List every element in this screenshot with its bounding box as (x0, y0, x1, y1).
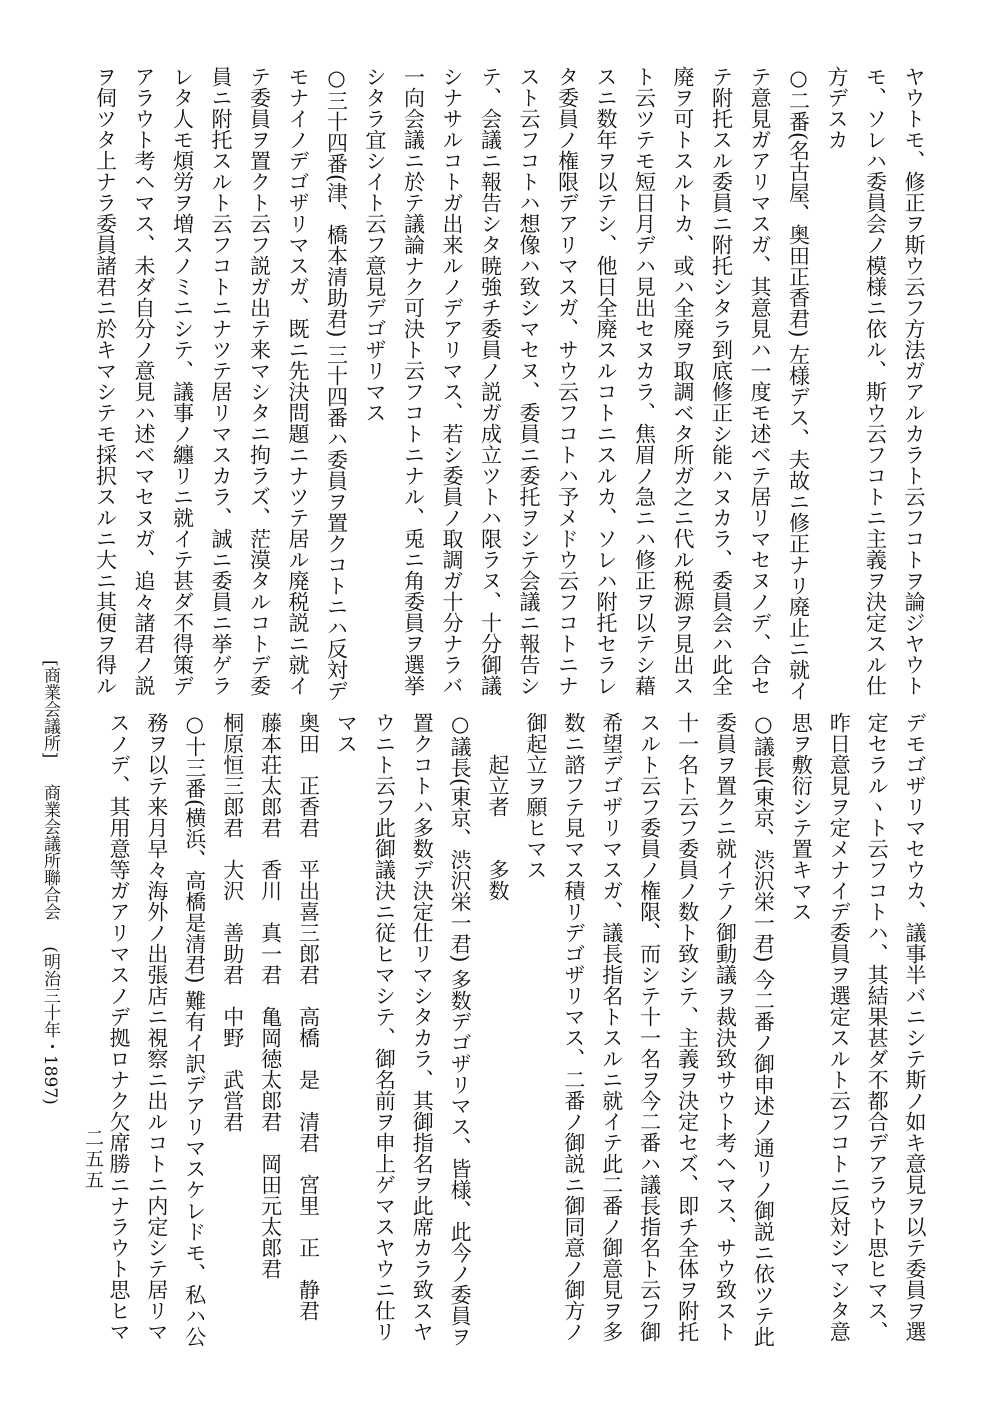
text-column: ヲ伺ツタ上ナラ委員諸君ニ於キマシテモ採択スルニ大ニ其便ヲ得ル (93, 66, 118, 696)
text-column: レタ人モ煩労ヲ増スノミニシテ、議事ノ纏リニ就イテ甚ダ不得策デ (170, 66, 195, 696)
text-column: デモゴザリマセウカ、議事半バニシテ斯ノ如キ意見ヲ以テ委員ヲ選 (903, 712, 927, 1342)
text-column: ○二番(名古屋、奥田正香君) 左様デス、夫故ニ修正ナリ廃止ニ就イ (786, 66, 811, 702)
text-column: テ意見ガアリマスガ、其意見ハ一度モ述ベテ居リマセヌノデ、合セ (748, 66, 772, 696)
text-column: ウニト云フ此御議決ニ従ヒマシテ、御名前ヲ申上ゲマスヤウニ仕リ (372, 712, 397, 1342)
text-column: モ、ソレハ委員会ノ模様ニ依ル、斯ウ云フコトニ主義ヲ決定スル仕 (863, 66, 888, 696)
text-column: ○議長(東京、渋沢栄一君) 多数デゴザリマス、皆様、此今ノ委員ヲ (448, 712, 473, 1348)
text-column: スノデ、其用意等ガアリマスノデ拠ロナク欠席勝ニナラウト思ヒマ (106, 712, 131, 1342)
text-column: 委員ヲ置クニ就イテノ御動議ヲ裁決致サウト考ヘマス、サウ致スト (713, 712, 738, 1342)
text-column: シナサルコトガ出来ルノデアリマス、若シ委員ノ取調ガ十分ナラバ (440, 66, 464, 696)
text-column: 廃ヲ可トスルトカ、或ハ全廃ヲ取調ベタ所ガ之ニ代ル税源ヲ見出ス (671, 66, 695, 696)
text-column: アラウト考ヘマス、未ダ自分ノ意見ハ述ベマセヌガ、追々諸君ノ説 (132, 66, 156, 696)
text-column: モナイノデゴザリマスガ、既ニ先決問題ニナツテ居ル廃税説ニ就イ (286, 66, 310, 696)
text-column: 員ニ附托スルト云フコトニナツテ居リマスカラ、誠ニ委員ニ挙ゲラ (209, 66, 233, 696)
text-column: スト云フコトハ想像ハ致シマセヌ、委員ニ委托ヲシテ会議ニ報告シ (517, 66, 541, 696)
upper-text-block (86, 66, 933, 702)
vote-result-column: 起立者 多数 (486, 712, 511, 901)
text-column: テ委員ヲ置クト云フ説ガ出テ来マシタニ拘ラズ、茫漠タルコトデ委 (247, 66, 272, 696)
text-column: ○議長(東京、渋沢栄一君) 今二番ノ御申述ノ通リノ御説ニ依ツテ此 (751, 712, 776, 1348)
text-column: ○十三番(横浜、高橋是清君) 難有イ訳デアリマスケレドモ、私ハ公 (182, 712, 207, 1348)
text-column: タ委員ノ権限デアリマスガ、サウ云フコトハ予メドウ云フコトニナ (555, 66, 580, 696)
text-column: 置クコトハ多数デ決定仕リマシタカラ、其御指名ヲ此席カラ致スヤ (410, 712, 435, 1342)
footer-publisher: 商業会議所聯合会 (40, 784, 60, 921)
lower-text-block (99, 712, 933, 1348)
running-footer (36, 660, 64, 1105)
text-column: 定セラルヽト云フコトハ、其結果甚ダ不都合デアラウト思ヒマス、 (865, 712, 890, 1342)
page-number: 二五五 (82, 1128, 104, 1191)
text-column: テ、会議ニ報告シタ暁強チ委員ノ説ガ成立ツトハ限ラヌ、十分御議 (478, 66, 503, 696)
text-column: テ附托スル委員ニ附托シタラ到底修正シ能ハヌカラ、委員会ハ此全 (709, 66, 734, 696)
text-column: 希望デゴザリマスガ、議長指名トスルニ就イテ此二番ノ御意見ヲ多 (599, 712, 624, 1342)
text-column: 思ヲ敷衍シテ置キマス (789, 712, 814, 922)
text-column: スニ数年ヲ以テシ、他日全廃スルコトニスルカ、ソレハ附托セラレ (594, 66, 618, 696)
member-names-column: 奥田 正香君 平出喜三郎君 高橋 是 清君 宮里 正 静君 (296, 712, 321, 1321)
text-column: ○三十四番(津、橋本清助君) 三十四番ハ委員ヲ置クコトニハ反対デ (324, 66, 349, 702)
member-names-column: 桐原恒三郎君 大沢 善助君 中野 武営君 (220, 712, 245, 1132)
text-column: 御起立ヲ願ヒマス (523, 712, 548, 880)
text-column: スルト云フ委員ノ権限、而シテ十一名ヲ今二番ハ議長指名ト云フ御 (637, 712, 662, 1342)
text-column: 務ヲ以テ来月早々海外ノ出張店ニ視察ニ出ルコトニ内定シテ居リマ (144, 712, 169, 1342)
text-column: 十一名ト云フ委員ノ数ト致シテ、主義ヲ決定セズ、即チ全体ヲ附托 (675, 712, 700, 1342)
text-column: ト云ツテモ短日月デハ見出セヌカラ、焦眉ノ急ニハ修正ヲ以テシ藉 (632, 66, 657, 696)
footer-date: (明治三十年・1897) (40, 946, 60, 1105)
text-column: マス (334, 712, 359, 754)
text-column: 一向会議ニ於テ議論ナク可決ト云フコトニナル、兎ニ角委員ヲ選挙 (401, 66, 426, 696)
text-column: 数ニ諮フテ見マス積リデゴザリマス、二番ノ御説ニ御同意ノ御方ノ (561, 712, 586, 1342)
footer-section: [商業会議所] (40, 660, 60, 759)
text-column: ヤウトモ、修正ヲ斯ウ云フ方法ガアルカラト云フコトヲ論ジヤウト (902, 66, 926, 696)
member-names-column: 藤本荘太郎君 香川 真一君 亀岡徳太郎君 岡田元太郎君 (258, 712, 283, 1279)
text-column: シタラ宜シイト云フ意見デゴザリマス (363, 66, 387, 423)
text-column: 昨日意見ヲ定メナイデ委員ヲ選定スルト云フコトニ反対シマシタ意 (827, 712, 852, 1342)
text-column: 方デスカ (825, 66, 849, 150)
